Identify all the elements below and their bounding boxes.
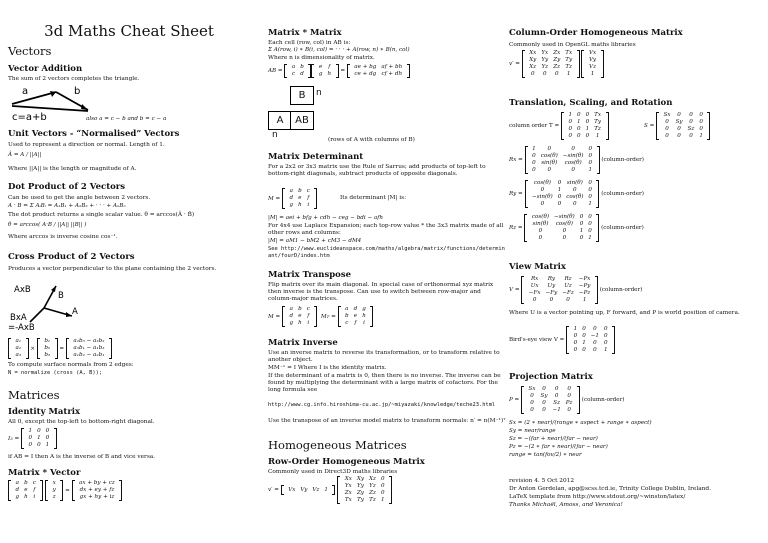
column-order-matrix: v′ = Xx Yx Zx Tx Xy Yy Zy Ty Xz Yz Zz Tz 0 0 0 1 Vx Vy Vz 1 bbox=[509, 50, 604, 78]
determinant-formula: |M| = aei + bfg + cdh − ceg − bdi − afh bbox=[268, 215, 383, 221]
dot-product-text-3: Where arccos is inverse cosine cos⁻¹. bbox=[8, 234, 118, 240]
template-line: LaTeX template from http://www.stdout.org/~winston/latex/ bbox=[509, 494, 686, 500]
unit-vectors-text: Used to represent a direction or normal. Length of 1. bbox=[8, 142, 165, 148]
identity-matrix: I 3 = 1 0 0 0 1 0 0 0 1 bbox=[8, 428, 57, 449]
determinant-see-link[interactable]: See http://www.euclideanspace.com/maths/algebra/matrix/functions/determinant/fourD/index.htm bbox=[268, 246, 505, 259]
vector-c-arrow bbox=[12, 106, 88, 111]
dot-product-text-1: Can be used to get the angle between 2 vectors. bbox=[8, 195, 151, 201]
svg-text:BxA: BxA bbox=[10, 313, 27, 323]
vector-also-text: also a = c − b and b = c − a bbox=[86, 116, 167, 122]
matrix-vector-heading: Matrix * Vector bbox=[8, 468, 81, 478]
birds-eye-matrix: Bird's-eye view V = 1 0 0 0 0 0 −1 0 0 1 0 0 0 0 0 1 bbox=[509, 326, 615, 354]
svg-text:a: a bbox=[22, 86, 29, 97]
transpose-matrices: M = a b c d e f g h i M T = a d g b e h c f i bbox=[268, 306, 373, 327]
svg-text:AxB: AxB bbox=[14, 285, 31, 295]
dot-product-text-2: The dot product returns a single scalar value. θ = arccos(Â · B̂) bbox=[8, 212, 195, 218]
vector-addition-heading: Vector Addition bbox=[8, 64, 83, 74]
svg-text:A: A bbox=[72, 307, 78, 317]
rotation-z-matrix: Rz = cos(θ) −sin(θ) 0 0 sin(θ) cos(θ) 0 0 0 0 1 0 0 0 0 1 (column-order) bbox=[509, 214, 644, 241]
matrix-matrix-text-1: Each cell (row, col) in AB is: bbox=[268, 40, 351, 46]
proj-formula-4: Pz = −(2 ∗ far ∗ near)/(far − near) bbox=[509, 444, 608, 450]
projection-heading: Projection Matrix bbox=[509, 372, 593, 382]
column-order-text: Commonly used in OpenGL maths libraries bbox=[509, 42, 636, 48]
box-a: A bbox=[268, 111, 292, 130]
identity-matrix-text: All 0, except the top-left to bottom-right diagonal. bbox=[8, 419, 155, 425]
proj-formula-1: Sx = (2 ∗ near)/(range ∗ aspect + range ∗ aspect) bbox=[509, 420, 652, 426]
box-b: B bbox=[290, 86, 314, 105]
vector-a-arrow bbox=[12, 92, 56, 104]
dot-product-formula: A · B = Σ AᵢBᵢ = A₁B₁ + A₂B₂ + · · · + AₙBₙ bbox=[8, 203, 126, 209]
surface-normal-text: To compute surface normals from 2 edges: bbox=[8, 362, 134, 368]
cross-product-text: Produces a vector perpendicular to the plane containing the 2 vectors. bbox=[8, 266, 217, 272]
page-title: 3d Maths Cheat Sheet bbox=[44, 22, 214, 40]
matrix-matrix-formula: Σ A(row, i) ∗ B(i, col) = · · · + A(row, n) ∗ B(n, col) bbox=[268, 47, 410, 53]
svg-text:B: B bbox=[58, 291, 64, 301]
inverse-link[interactable]: http://www.cg.info.hiroshima-cu.ac.jp/~miyazaki/knowledge/teche23.html bbox=[268, 402, 496, 408]
transpose-text: Flip matrix over its main diagonal. In special case of orthonormal xyz matrix then inverse is the transpose. Can use to switch between row-major and column-major matrices. bbox=[268, 282, 494, 303]
inverse-heading: Matrix Inverse bbox=[268, 338, 338, 348]
matrix-matrix-heading: Matrix * Matrix bbox=[268, 28, 342, 38]
cross-product-matrix: a₁ a₂ a₃ × b₁ b₂ b₃ = a₂b₃ − a₃b₂ a₃b₁ − a₁b₃ a₁b₂ − a₂b₁ bbox=[8, 338, 112, 359]
matrix-vector-matrix: a b c d e f g h i x y z = ax + by + cz dx + ey + fz gx + hy + iz bbox=[8, 480, 122, 501]
box-ab: AB bbox=[290, 111, 314, 130]
column-1 bbox=[8, 0, 250, 500]
homogeneous-heading: Homogeneous Matrices bbox=[268, 438, 407, 452]
proj-formula-3: Sz = −(far + near)/(far − near) bbox=[509, 436, 598, 442]
revision-line: revision 4. 5 Oct 2012 bbox=[509, 478, 575, 484]
svg-text:=-AxB: =-AxB bbox=[8, 323, 35, 333]
tsr-heading: Translation, Scaling, and Rotation bbox=[509, 98, 673, 108]
vector-addition-text: The sum of 2 vectors completes the triangle. bbox=[8, 76, 140, 82]
unit-vector-where: Where ||A|| is the length or magnitude of A. bbox=[8, 166, 137, 172]
determinant-text-2: For 4x4 use Laplace Expansion; each top-row value * the 3x3 matrix made of all other rows and columns: bbox=[268, 223, 504, 237]
determinant-heading: Matrix Determinant bbox=[268, 152, 364, 162]
matrix-matrix-example: AB = a b c d e f g h = ae + bg af + bh ce + dg cf + dh bbox=[268, 64, 410, 78]
projection-matrix: P = Sx 0 0 0 0 Sy 0 0 0 0 Sz Pz 0 0 −1 0 (column-order) bbox=[509, 386, 625, 413]
row-order-heading: Row-Order Homogeneous Matrix bbox=[268, 457, 425, 467]
thanks-line: Thanks Michaël, Amoss, and Veronica! bbox=[509, 502, 623, 508]
vector-triangle-diagram bbox=[8, 82, 98, 122]
view-matrix-text: Where U is a vector pointing up, F forward, and P is world position of camera. bbox=[509, 310, 740, 316]
rows-columns-text: (rows of A with columns of B) bbox=[328, 137, 415, 143]
cross-product-heading: Cross Product of 2 Vectors bbox=[8, 252, 135, 262]
identity-matrix-heading: Identity Matrix bbox=[8, 407, 81, 417]
surface-normal-code: N = normalize (cross (A, B)); bbox=[8, 370, 103, 376]
matrix-matrix-text-2: Where n is dimensionality of matrix. bbox=[268, 55, 375, 61]
matrices-heading: Matrices bbox=[8, 388, 60, 402]
row-order-matrix: v′ = Vx Vy Vz 1 Xx Xy Xz 0 Yx Yy Yz 0 Zx Zy Zz 0 Tx Ty Tz 1 bbox=[268, 476, 392, 504]
inverse-text-3: If the determinant of a matrix is 0, then there is no inverse. The inverse can be found by multiplying the determinant with a large matrix of cofactors. For the long formula see bbox=[268, 373, 501, 394]
dot-product-angle-formula: θ = arccos( A·B / ||A|| ||B|| ) bbox=[8, 222, 87, 228]
rotation-x-matrix: Rx = 1 0 0 0 0 cos(θ) −sin(θ) 0 0 sin(θ) cos(θ) 0 0 0 0 1 (column-order) bbox=[509, 146, 644, 173]
inverse-text-4: Use the transpose of an inverse model matrix to transform normals: n′ = n(M⁻¹)ᵀ bbox=[268, 418, 506, 424]
determinant-laplace-formula: |M| = aM1 − bM2 + cM3 − dM4 bbox=[268, 238, 362, 244]
view-matrix: V = Rx Ry Rz −Px Ux Uy Uz −Py −Fx −Fy −Fz −Pz 0 0 0 1 (column-order) bbox=[509, 276, 643, 303]
svg-text:b: b bbox=[74, 86, 81, 97]
proj-formula-5: range = tan(fov/2) ∗ near bbox=[509, 452, 582, 458]
determinant-text-1: For a 2x2 or 3x3 matrix use the Rule of Sarrus; add products of top-left to bottom-right diagonals, subtract products of opposite diagonals. bbox=[268, 164, 486, 178]
scale-matrix: S = Sx 0 0 0 0 Sy 0 0 0 0 Sz 0 0 0 0 1 bbox=[644, 112, 710, 140]
unit-vector-formula: Â = A / ||A|| bbox=[8, 152, 42, 158]
translation-matrix: column order T = 1 0 0 Tx 0 1 0 Ty 0 0 1 Tz 0 0 0 1 bbox=[509, 112, 609, 140]
cross-product-diagram bbox=[8, 278, 88, 334]
view-matrix-heading: View Matrix bbox=[509, 262, 566, 272]
inverse-text-1: Use an inverse matrix to reverse its transformation, or to transform relative to another object. bbox=[268, 350, 500, 364]
transpose-heading: Matrix Transpose bbox=[268, 270, 352, 280]
identity-inverse-text: if AB = I then A is the inverse of B and vice versa. bbox=[8, 454, 156, 460]
svg-text:c=a+b: c=a+b bbox=[12, 112, 47, 122]
row-order-text: Commonly used in Direct3D maths libraries bbox=[268, 469, 398, 475]
dot-product-heading: Dot Product of 2 Vectors bbox=[8, 182, 126, 192]
vectors-heading: Vectors bbox=[8, 44, 52, 58]
determinant-its-text: Its determinant |M| is: bbox=[340, 195, 407, 201]
determinant-matrix: M = a b c d e f g h i bbox=[268, 188, 317, 209]
proj-formula-2: Sy = near/range bbox=[509, 428, 556, 434]
unit-vectors-heading: Unit Vectors - “Normalised” Vectors bbox=[8, 129, 180, 139]
column-order-heading: Column-Order Homogeneous Matrix bbox=[509, 28, 683, 38]
author-line: Dr Anton Gerdelan, apg@scss.tcd.ie, Trinity College Dublin, Ireland. bbox=[509, 486, 711, 492]
rotation-y-matrix: Ry = cos(θ) 0 sin(θ) 0 0 1 0 0 −sin(θ) 0 cos(θ) 0 0 0 0 1 (column-order) bbox=[509, 180, 644, 207]
inverse-text-2: MM⁻¹ = I Where I is the identity matrix. bbox=[268, 365, 387, 371]
